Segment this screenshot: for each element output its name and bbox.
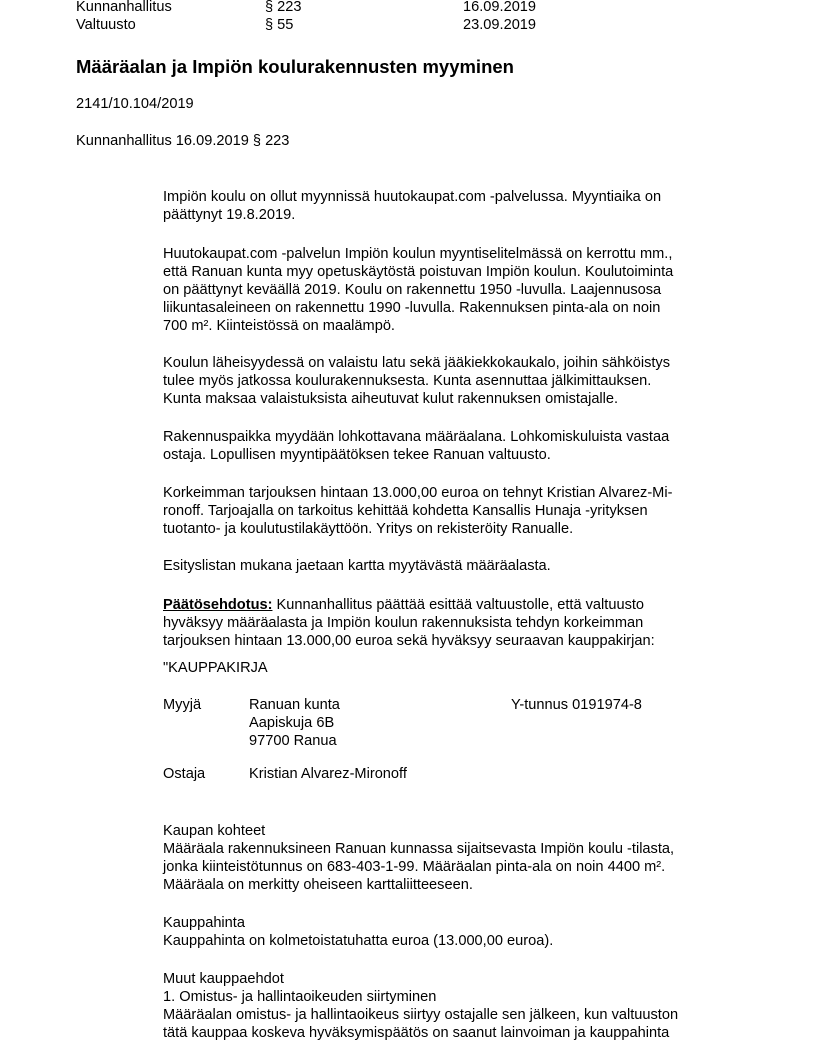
paragraph-line: päättynyt 19.8.2019. [163, 207, 296, 223]
header-row-section: § 223 [265, 0, 302, 15]
meeting-reference: Kunnanhallitus 16.09.2019 § 223 [76, 133, 290, 149]
header-row-date: 16.09.2019 [463, 0, 537, 15]
header-row-body: Kunnanhallitus [76, 0, 172, 15]
paragraph [163, 484, 672, 538]
seller-business-id: Y-tunnus 0191974-8 [511, 697, 642, 713]
seller-line: 97700 Ranua [249, 733, 337, 749]
section-line: tätä kauppaa koskeva hyväksymispäätös on saanut lainvoiman ja kauppahinta [163, 1025, 670, 1041]
proposal-label: Päätösehdotus: [163, 597, 273, 613]
seller-address [249, 696, 340, 750]
proposal-line: tarjouksen hintaan 13.000,00 euroa sekä hyväksyy seuraavan kauppakirjan: [163, 633, 655, 649]
section-line: Määräalan omistus- ja hallintaoikeus siirtyy ostajalle sen jälkeen, kun valtuuston [163, 1007, 679, 1023]
section-line: Määräala on merkitty oheiseen karttaliitteeseen. [163, 877, 473, 893]
section-heading: Muut kauppaehdot [163, 971, 284, 987]
paragraph-line: että Ranuan kunta myy opetuskäytöstä poistuvan Impiön koulun. Koulutoiminta [163, 264, 674, 280]
paragraph-line: liikuntasaleineen on rakennettu 1990 -luvulla. Rakennuksen pinta-ala on noin [163, 300, 661, 316]
case-number: 2141/10.104/2019 [76, 96, 194, 112]
paragraph [163, 354, 670, 408]
seller-line: Aapiskuja 6B [249, 715, 335, 731]
seller-label: Myyjä [163, 697, 202, 713]
paragraph-line: Korkeimman tarjouksen hintaan 13.000,00 euroa on tehnyt Kristian Alvarez-Mi- [163, 485, 673, 501]
page-title: Määräalan ja Impiön koulurakennusten myyminen [76, 56, 514, 77]
proposal-text: Kunnanhallitus päättää esittää valtuustolle, että valtuusto [272, 597, 645, 613]
paragraph-line: Huutokaupat.com -palvelun Impiön koulun myyntiselitelmässä on kerrottu mm., [163, 246, 673, 262]
paragraph-line: tulee myös jatkossa koulurakennuksesta. Kunta asennuttaa jälkimittauksen. [163, 373, 652, 389]
paragraph-line: tuotanto- ja koulutustilakäyttöön. Yritys on rekisteröity Ranualle. [163, 521, 574, 537]
paragraph-line: Rakennuspaikka myydään lohkottavana määräalana. Lohkomiskuluista vastaa [163, 429, 670, 445]
header-row-body: Valtuusto [76, 17, 136, 33]
paragraph-line: Koulun läheisyydessä on valaistu latu sekä jääkiekkokaukalo, joihin sähköistys [163, 355, 671, 371]
paragraph [163, 428, 669, 464]
paragraph-line: Kunta maksaa valaistuksista aiheutuvat kulut rakennuksen omistajalle. [163, 391, 619, 407]
proposal-line: hyväksyy määräalasta ja Impiön koulun rakennuksista tehdyn korkeimman [163, 615, 644, 631]
contract-heading: "KAUPPAKIRJA [163, 660, 268, 676]
proposal-first-line [163, 596, 655, 614]
contract-section [163, 970, 678, 1042]
buyer-name: Kristian Alvarez-Mironoff [249, 766, 407, 782]
paragraph [163, 245, 673, 335]
header-row-date: 23.09.2019 [463, 17, 537, 33]
paragraph [163, 557, 551, 575]
paragraph-line: ronoff. Tarjoajalla on tarkoitus kehittää kohdetta Kansallis Hunaja -yrityksen [163, 503, 648, 519]
section-line: jonka kiinteistötunnus on 683-403-1-99. Määräalan pinta-ala on noin 4400 m². [163, 859, 666, 875]
paragraph-line: on päättynyt keväällä 2019. Koulu on rakennettu 1950 -luvulla. Laajennusosa [163, 282, 662, 298]
paragraph-line: ostaja. Lopullisen myyntipäätöksen tekee Ranuan valtuusto. [163, 447, 551, 463]
contract-section [163, 914, 553, 950]
section-line: Määräala rakennuksineen Ranuan kunnassa sijaitsevasta Impiön koulu -tilasta, [163, 841, 675, 857]
paragraph-line: Esityslistan mukana jaetaan kartta myytävästä määräalasta. [163, 558, 551, 574]
paragraph [163, 188, 661, 224]
section-line: Kauppahinta on kolmetoistatuhatta euroa (13.000,00 euroa). [163, 933, 554, 949]
section-heading: Kauppahinta [163, 915, 245, 931]
paragraph-line: 700 m². Kiinteistössä on maalämpö. [163, 318, 395, 334]
buyer-label: Ostaja [163, 766, 206, 782]
decision-proposal [163, 596, 655, 650]
section-heading: Kaupan kohteet [163, 823, 266, 839]
section-line: 1. Omistus- ja hallintaoikeuden siirtyminen [163, 989, 437, 1005]
contract-section [163, 822, 674, 894]
header-row-section: § 55 [265, 17, 294, 33]
seller-line: Ranuan kunta [249, 697, 340, 713]
paragraph-line: Impiön koulu on ollut myynnissä huutokaupat.com -palvelussa. Myyntiaika on [163, 189, 662, 205]
